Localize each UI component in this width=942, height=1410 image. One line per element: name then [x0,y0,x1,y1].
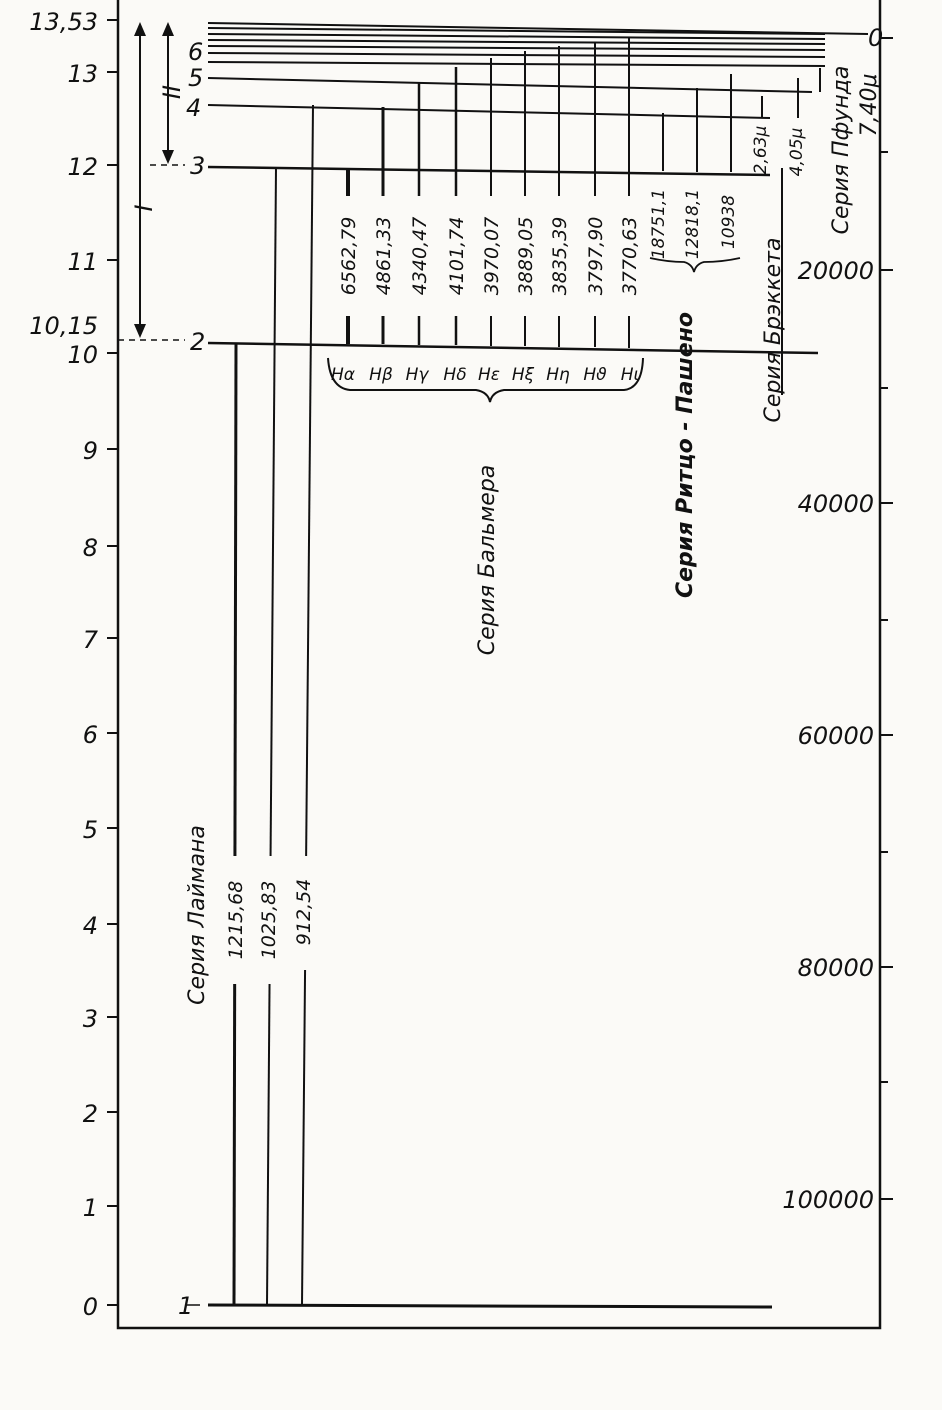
balmer-wavelength: 4340,47 [409,216,431,296]
brackett-wavelength: 2,63μ [751,125,771,175]
balmer-line-name: Hι [620,365,640,385]
axis-label-12: 12 [67,153,98,181]
brackett-series-label: Серия Брэккета [761,237,786,423]
right-axis-label-20000: 20000 [797,257,874,285]
interval-ii-arrow-top [162,22,174,36]
balmer-series-label: Серия Бальмера [475,464,500,656]
balmer-line-name: Hδ [443,365,467,385]
balmer-wavelength: 6562,79 [338,216,360,296]
level-line-1 [208,1305,772,1307]
balmer-wavelength-labels [338,196,641,316]
axis-label-10: 10 [67,341,98,369]
level-label-6: 6 [188,38,204,66]
axis-label-10-15: 10,15 [29,312,98,340]
balmer-line-name: Hγ [405,365,429,385]
axis-label-13: 13 [67,60,98,88]
paschen-wavelength: 12818,1 [683,188,703,260]
balmer-wavelength: 4101,74 [446,216,468,296]
level-line-10 [208,34,825,39]
lyman-wavelength: 912,54 [293,878,315,946]
paschen-series-label: Серия Ритцо - Пашено [673,311,698,599]
level-line-4 [208,105,770,118]
lyman-lines [234,105,313,1305]
lyman-wavelength-labels [225,856,315,984]
balmer-wavelength: 3970,07 [481,216,503,296]
level-label-1: 1 [178,1292,194,1320]
brackett-lines [762,78,798,118]
level-line-9 [208,40,825,44]
level-label-2: 2 [190,328,206,356]
balmer-line-name: Hβ [369,365,393,385]
axis-label-9: 9 [82,437,98,465]
right-axis-label-60000: 60000 [797,722,874,750]
paschen-wavelength: 18751,1 [649,188,669,260]
paschen-wavelength: 10938 [719,194,739,250]
lyman-line [302,105,313,1305]
balmer-wavelength: 3770,63 [619,216,641,296]
right-axis-label-100000: 100000 [782,1186,874,1214]
pfund-wavelength: 7,40μ [857,73,882,137]
interval-ii-arrow-bottom [162,150,174,164]
level-line-5 [208,78,812,92]
balmer-wavelength: 4861,33 [373,216,395,296]
right-axis [880,38,893,1199]
left-axis-labels [29,8,98,1321]
interval-i-arrow-top [134,22,146,36]
axis-label-7: 7 [82,626,98,654]
balmer-line-name: Hη [546,365,570,385]
lyman-line [234,343,236,1305]
level-line-2 [208,343,818,353]
level-dashes [118,165,200,1305]
balmer-line-name: Hε [478,365,500,385]
left-axis [107,20,118,1305]
level-labels [178,38,205,1320]
balmer-line-names [331,365,639,385]
level-line-3 [208,167,770,175]
interval-arrows [134,22,174,338]
balmer-line-name: Hα [331,365,355,385]
lyman-wavelength: 1025,83 [258,880,280,960]
axis-label-6: 6 [82,721,98,749]
balmer-line-name: Hϑ [583,365,607,385]
brackett-wavelength-labels [751,125,807,176]
level-label-3: 3 [190,152,206,180]
level-label-5: 5 [188,64,204,92]
level-line-7 [208,53,825,57]
axis-label-13-53: 13,53 [29,8,98,36]
pfund-series-label: Серия Пфунда [829,65,854,235]
interval-ii-label: II [158,84,186,100]
lyman-series-label: Серия Лаймана [185,825,210,1005]
balmer-wavelength: 3889,05 [515,216,537,296]
right-axis-label-0: 0 [868,24,884,52]
right-axis-label-40000: 40000 [797,490,874,518]
level-label-4: 4 [186,94,202,122]
right-axis-label-80000: 80000 [797,954,874,982]
paschen-wavelength-labels [649,189,739,259]
lyman-line [267,167,276,1305]
interval-i-label: I [130,204,158,212]
axis-label-1: 1 [82,1194,98,1222]
lyman-wavelength: 1215,68 [225,880,247,960]
axis-label-3: 3 [82,1005,98,1033]
balmer-wavelength: 3797,90 [585,216,607,296]
axis-label-5: 5 [82,816,98,844]
balmer-wavelength: 3835,39 [549,216,571,296]
axis-label-8: 8 [82,534,98,562]
axis-label-2: 2 [82,1100,98,1128]
level-line-6 [208,62,825,66]
axis-label-11: 11 [67,248,98,276]
balmer-line-name: Hξ [511,365,535,385]
interval-i-arrow-bottom [134,324,146,338]
brackett-wavelength: 4,05μ [787,127,807,177]
axis-label-0: 0 [82,1293,98,1321]
axis-label-4: 4 [82,912,98,940]
level-line-8 [208,46,825,50]
